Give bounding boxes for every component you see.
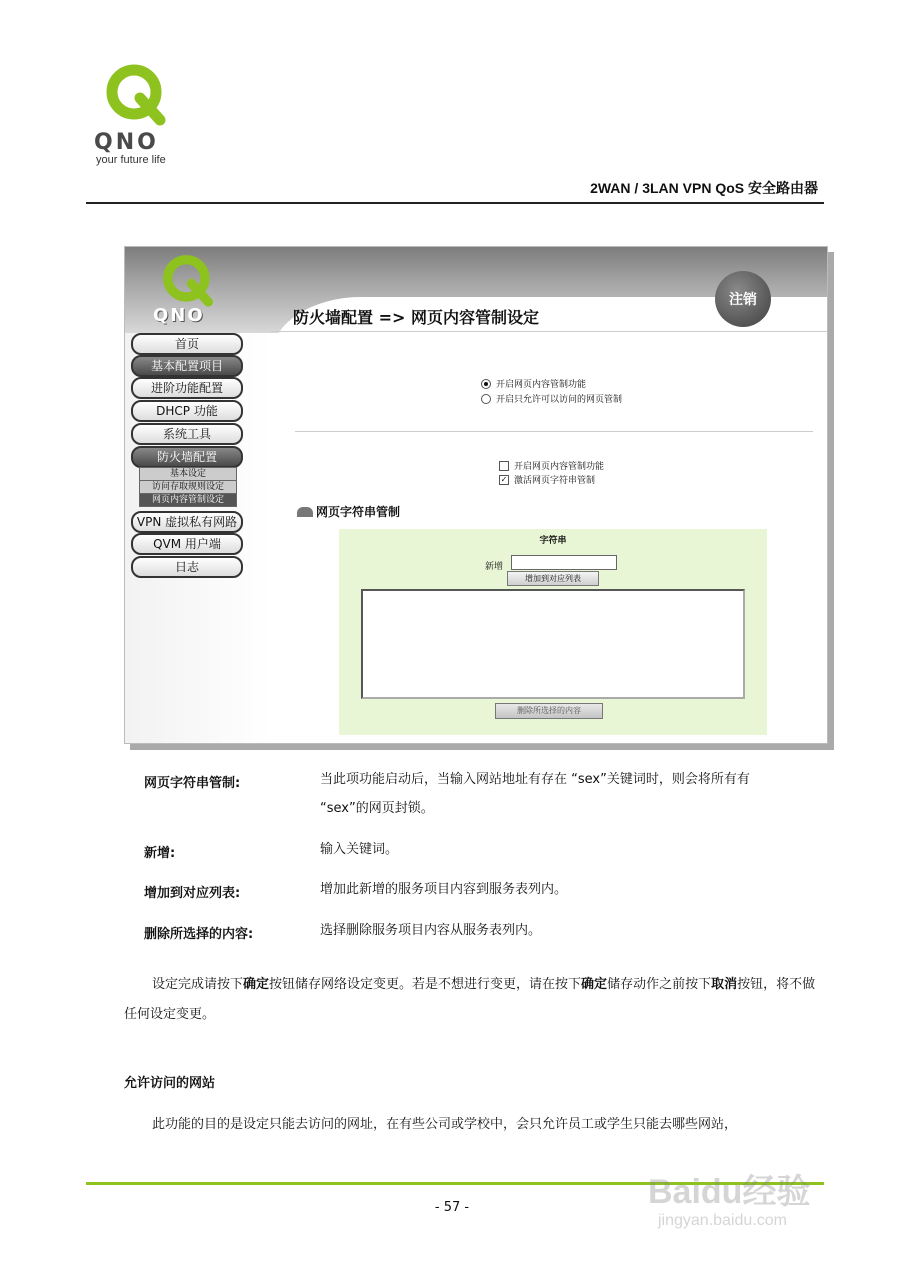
text-run: 储存动作之前按下 (607, 977, 712, 992)
definition-line: “sex”的网页封锁。 (320, 801, 434, 816)
radio-label: 开启只允许可以访问的网页管制 (496, 395, 623, 405)
radio-selected-icon[interactable] (481, 379, 491, 389)
menu-vpn[interactable]: VPN 虚拟私有网路 (131, 511, 243, 533)
checkbox-label: 激活网页字符串管制 (514, 476, 596, 486)
menu-system-tools[interactable]: 系统工具 (131, 423, 243, 445)
radio-option-allow-only[interactable] (481, 392, 622, 405)
qno-logo-icon (104, 62, 168, 126)
menu-dhcp[interactable]: DHCP 功能 (131, 400, 243, 422)
watermark-text: Baidu经验 (648, 1173, 811, 1211)
submenu-content-filter[interactable]: 网页内容管制设定 (139, 493, 237, 507)
router-ui-screenshot (124, 246, 828, 744)
add-to-list-button[interactable]: 增加到对应列表 (507, 571, 599, 586)
definition-text (320, 765, 820, 823)
folder-tab-icon (297, 507, 313, 517)
add-label: 新增 (485, 562, 504, 572)
header-rule (86, 202, 824, 204)
definition-text: 选择删除服务项目内容从服务表列内。 (320, 923, 542, 938)
menu-qvm[interactable]: QVM 用户端 (131, 533, 243, 555)
options-divider (295, 431, 813, 432)
qno-logo-icon (161, 253, 215, 307)
menu-log[interactable]: 日志 (131, 556, 243, 578)
delete-selected-button[interactable]: 删除所选择的内容 (495, 703, 603, 719)
bold-term: 确定 (581, 977, 608, 992)
menu-basic-config[interactable]: 基本配置项目 (131, 355, 243, 377)
section-heading: 允许访问的网站 (124, 1076, 216, 1091)
keyword-input[interactable] (511, 555, 617, 570)
checkbox-checked-icon[interactable]: ✓ (500, 474, 508, 484)
definition-term: 增加到对应列表: (144, 886, 241, 901)
brand-wordmark: QNO (94, 130, 159, 155)
text-run: 按钮储存网络设定变更。若是不想进行变更，请在按下 (269, 977, 582, 992)
text-run: 按钮，将不做任何设定变更。 (124, 977, 816, 1022)
checkbox-string-filter[interactable] (499, 473, 595, 486)
radio-label: 开启网页内容管制功能 (496, 380, 587, 390)
document-title: 2WAN / 3LAN VPN QoS 安全路由器 (590, 180, 818, 196)
panel-title: 字符串 (539, 536, 567, 546)
definition-text: 输入关键词。 (320, 842, 399, 857)
radio-option-content-filter[interactable] (481, 377, 586, 390)
page-number: - 57 - (434, 1200, 470, 1215)
bold-term: 消 (724, 977, 738, 992)
menu-firewall[interactable]: 防火墙配置 (131, 446, 243, 468)
submenu-basic-settings[interactable]: 基本设定 (139, 467, 237, 481)
brand-tagline: your future life (96, 154, 166, 166)
instruction-paragraph (124, 970, 824, 1030)
watermark-subtext: jingyan.baidu.com (658, 1212, 787, 1229)
body-paragraph: 此功能的目的是设定只能去访问的网址，在有些公司或学校中，会只允许员工或学生只能去哪些网站， (152, 1117, 738, 1132)
heading-divider (271, 331, 827, 332)
text-run: 设定完成请按下 (152, 977, 244, 992)
checkbox-unchecked-icon[interactable] (499, 461, 509, 471)
definition-term: 删除所选择的内容: (144, 927, 254, 942)
page-title: 防火墙配置 => 网页内容管制设定 (293, 308, 539, 327)
keyword-list-box[interactable] (361, 589, 745, 699)
menu-home[interactable]: 首页 (131, 333, 243, 355)
bold-term: 取 (711, 977, 725, 992)
definition-term: 新增: (144, 846, 176, 861)
checkbox-label: 开启网页内容管制功能 (514, 462, 605, 472)
submenu-access-rules[interactable]: 访问存取规则设定 (139, 480, 237, 494)
definition-text: 增加此新增的服务项目内容到服务表列内。 (320, 882, 568, 897)
definition-term: 网页字符串管制: (144, 776, 241, 791)
string-panel (339, 529, 767, 735)
radio-unselected-icon[interactable] (481, 394, 491, 404)
logout-button[interactable]: 注销 (715, 271, 771, 327)
definition-line: 当此项功能启动后，当输入网站地址有存在 “sex”关键词时，则会将所有有 (320, 772, 750, 787)
menu-advanced[interactable]: 进阶功能配置 (131, 377, 243, 399)
screenshot-brand-wordmark: QNO (153, 305, 205, 326)
bold-term: 确定 (243, 977, 270, 992)
checkbox-enable-filter[interactable] (499, 459, 604, 472)
baidu-watermark (648, 1162, 848, 1242)
section-title: 网页字符串管制 (316, 505, 401, 519)
section-string-filter (297, 503, 400, 520)
